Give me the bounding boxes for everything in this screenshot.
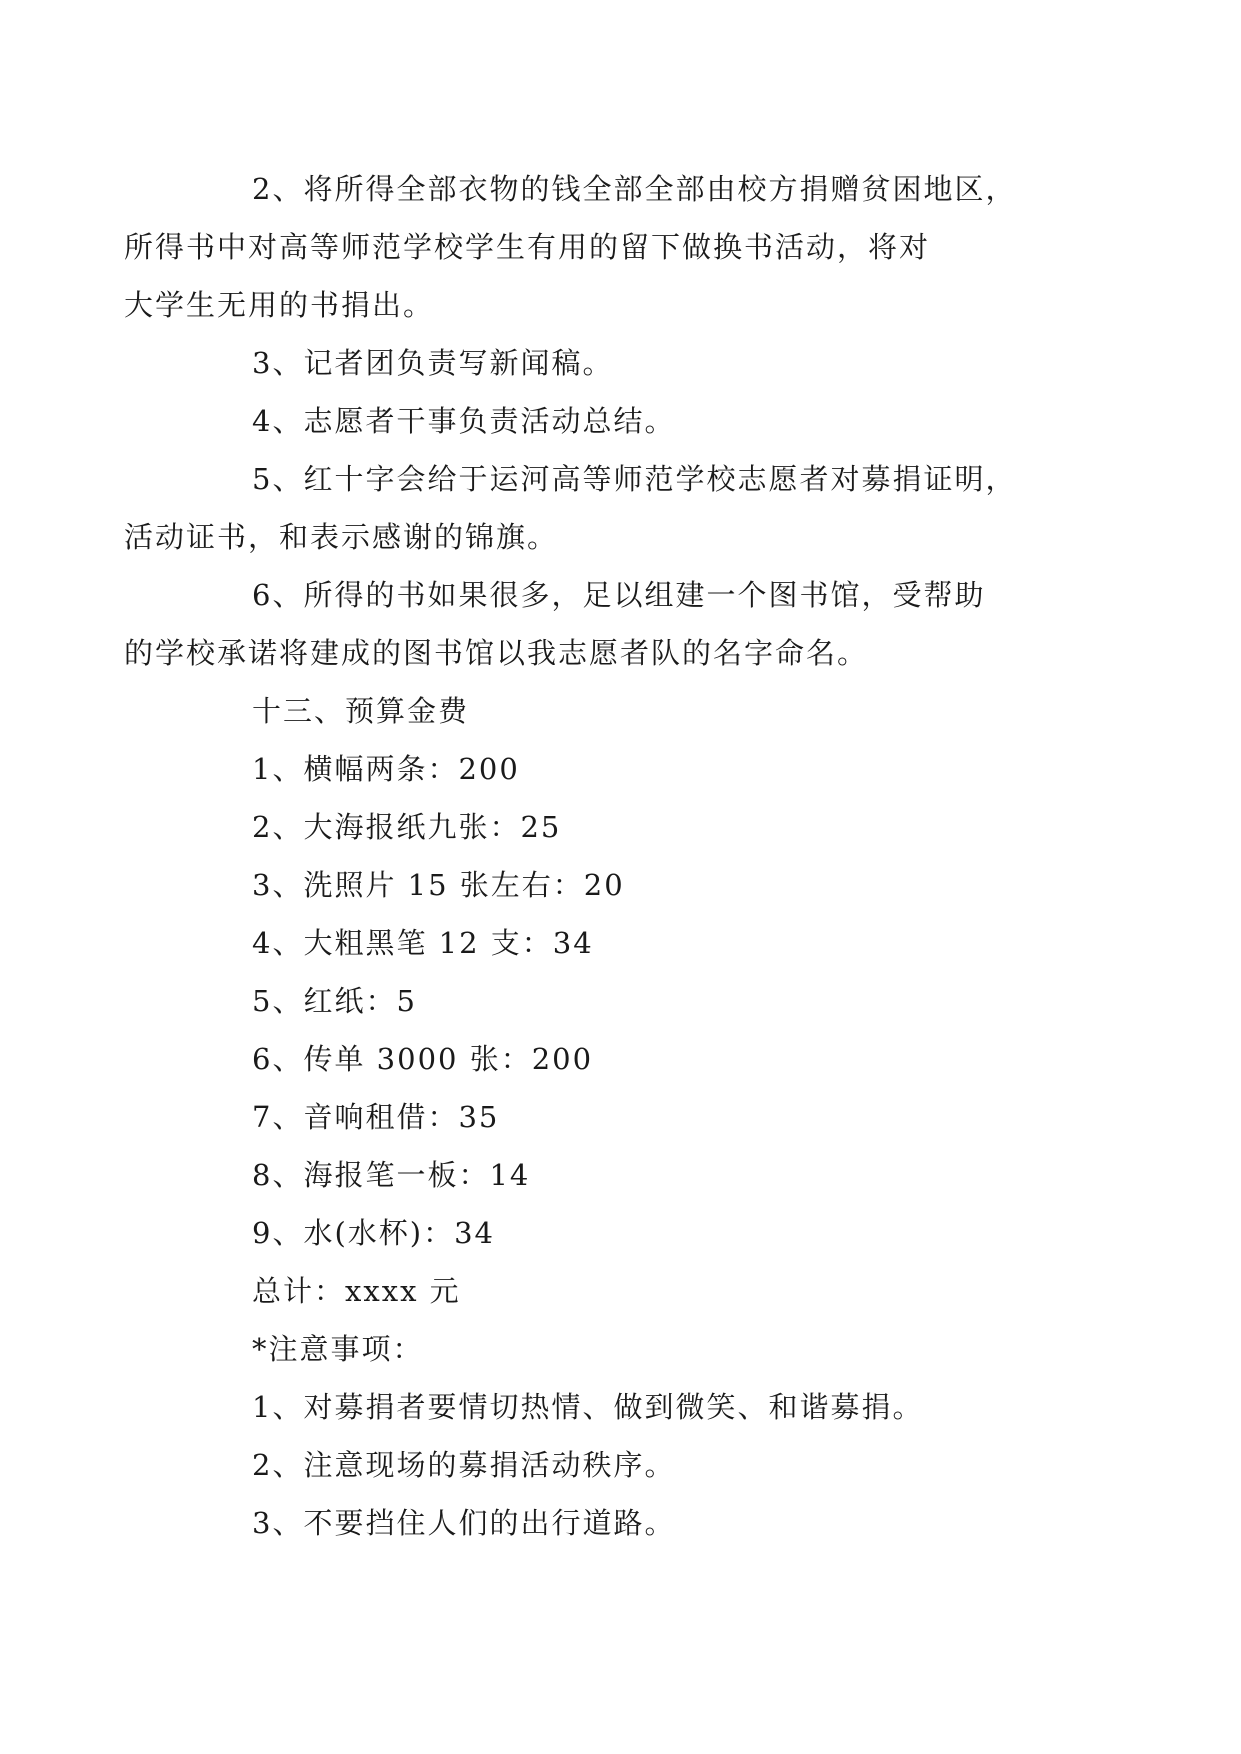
text-line: 2、注意现场的募捐活动秩序。 (252, 1448, 676, 1482)
text-line: 3、洗照片 15 张左右：20 (252, 868, 625, 902)
budget-item-water (188, 1204, 1068, 1262)
budget-item-red-paper (188, 972, 1068, 1030)
text-line: 6、所得的书如果很多，足以组建一个图书馆，受帮助 (252, 578, 986, 612)
text-line: 2、将所得全部衣物的钱全部全部由校方捐赠贫困地区， (252, 172, 1017, 206)
budget-item-photos (188, 856, 1068, 914)
text-line: 活动证书，和表示感谢的锦旗。 (124, 520, 559, 554)
document-body (124, 160, 1068, 1552)
note-item-road (188, 1494, 1068, 1552)
text-line: 1、横幅两条：200 (252, 752, 520, 786)
text-line: 十三、预算金费 (252, 694, 470, 728)
text-line: 9、水(水杯)：34 (252, 1216, 495, 1250)
budget-item-speakers (188, 1088, 1068, 1146)
text-line: 的学校承诺将建成的图书馆以我志愿者队的名字命名。 (124, 636, 869, 670)
budget-item-banners (188, 740, 1068, 798)
note-item-order (188, 1436, 1068, 1494)
paragraph-activity-summary (188, 392, 1068, 450)
text-line: 所得书中对高等师范学校学生有用的留下做换书活动，将对 (124, 230, 931, 264)
paragraph-press-release (188, 334, 1068, 392)
text-line: 2、大海报纸九张：25 (252, 810, 562, 844)
text-line: 8、海报笔一板：14 (252, 1158, 531, 1192)
text-line: 6、传单 3000 张：200 (252, 1042, 594, 1076)
text-line: 7、音响租借：35 (252, 1100, 500, 1134)
text-line: 1、对募捐者要情切热情、做到微笑、和谐募捐。 (252, 1390, 924, 1424)
budget-item-poster-pens (188, 1146, 1068, 1204)
budget-item-markers (188, 914, 1068, 972)
budget-item-flyers (188, 1030, 1068, 1088)
section-heading-budget (188, 682, 1068, 740)
text-line: 4、志愿者干事负责活动总结。 (252, 404, 676, 438)
text-line: *注意事项： (252, 1332, 424, 1366)
text-line: 总计：xxxx 元 (252, 1274, 461, 1308)
text-line: 3、记者团负责写新闻稿。 (252, 346, 614, 380)
paragraph-library-naming (124, 566, 1068, 682)
text-line: 3、不要挡住人们的出行道路。 (252, 1506, 676, 1540)
text-line: 5、红十字会给于运河高等师范学校志愿者对募捐证明， (252, 462, 1017, 496)
paragraph-donation-distribution (124, 160, 1068, 334)
budget-total (188, 1262, 1068, 1320)
section-heading-notes (188, 1320, 1068, 1378)
note-item-warmth (188, 1378, 1068, 1436)
text-line: 4、大粗黑笔 12 支：34 (252, 926, 594, 960)
text-line: 大学生无用的书捐出。 (124, 288, 435, 322)
paragraph-red-cross-certificate (124, 450, 1068, 566)
budget-item-posters (188, 798, 1068, 856)
text-line: 5、红纸：5 (252, 984, 417, 1018)
